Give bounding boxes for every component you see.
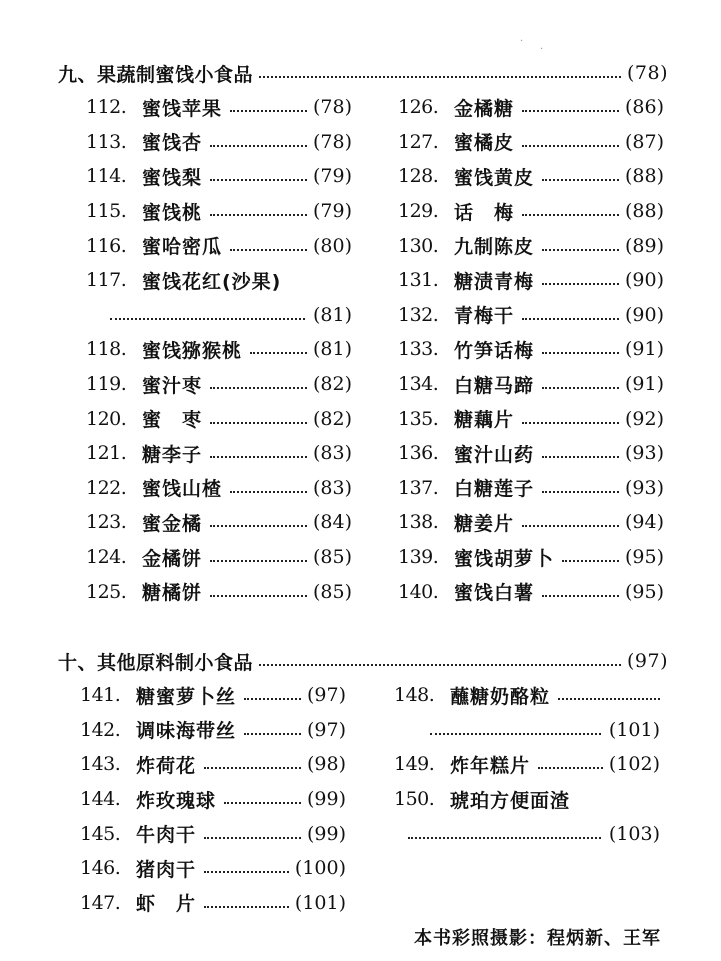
- entry-title: 炸玫瑰球: [136, 789, 217, 812]
- entry-number: 131.: [398, 269, 439, 292]
- entry-page: (81): [312, 338, 352, 361]
- entry-page: (85): [312, 580, 352, 603]
- entry-title: 牛肉干: [136, 824, 197, 847]
- entry-title: 蜜 枣: [142, 409, 203, 432]
- entry-page: (99): [306, 788, 346, 811]
- entry-number: 116.: [86, 234, 127, 257]
- entry-number: 141.: [80, 684, 121, 707]
- dot-leader: [542, 283, 619, 285]
- toc-entry: [80, 782, 346, 817]
- entry-page: (94): [624, 511, 664, 534]
- dot-leader: [259, 76, 621, 78]
- entry-title: 金橘糖: [454, 97, 515, 120]
- entry-number: 138.: [398, 511, 439, 534]
- dot-leader: [210, 387, 307, 389]
- scan-speck: ·: [520, 36, 524, 47]
- entry-page: (89): [624, 234, 664, 257]
- dot-leader: [408, 837, 601, 839]
- entry-number: 114.: [86, 165, 127, 188]
- entry-page: (90): [624, 303, 664, 326]
- entry-number: 128.: [398, 165, 439, 188]
- dot-leader: [210, 595, 307, 597]
- toc-entry: [398, 540, 664, 575]
- entry-title: 白糖莲子: [454, 478, 535, 501]
- entry-number: 121.: [86, 442, 127, 465]
- section-9-left-column: [86, 90, 352, 609]
- dot-leader: [542, 387, 619, 389]
- dot-leader: [430, 733, 601, 735]
- toc-entry: [398, 90, 664, 125]
- entry-page: (84): [312, 511, 352, 534]
- entry-page: (93): [624, 442, 664, 465]
- dot-leader: [230, 249, 307, 251]
- dot-leader: [542, 179, 619, 181]
- toc-entry: [80, 851, 346, 886]
- dot-leader: [542, 595, 619, 597]
- toc-entry: [398, 505, 664, 540]
- dot-leader: [244, 733, 301, 735]
- toc-entry: [86, 125, 352, 160]
- entry-title: 炸年糕片: [450, 754, 531, 777]
- dot-leader: [210, 179, 307, 181]
- entry-number: 119.: [86, 373, 127, 396]
- entry-page: (101): [294, 891, 346, 914]
- entry-number: 137.: [398, 476, 439, 499]
- toc-entry: [80, 678, 346, 713]
- dot-leader: [522, 318, 619, 320]
- toc-entry: [86, 263, 352, 298]
- entry-number: 122.: [86, 476, 127, 499]
- entry-number: 139.: [398, 546, 439, 569]
- entry-title: 蜜金橘: [142, 512, 203, 535]
- entry-title: 蜜饯花红(沙果): [142, 270, 282, 293]
- toc-entry: [80, 816, 346, 851]
- entry-number: 143.: [80, 753, 121, 776]
- entry-page: (78): [312, 96, 352, 119]
- toc-entry: [398, 125, 664, 160]
- toc-entry: [86, 228, 352, 263]
- entry-title: 蜜饯苹果: [142, 97, 223, 120]
- entry-title: 九制陈皮: [454, 236, 535, 259]
- dot-leader: [542, 491, 619, 493]
- dot-leader: [210, 560, 307, 562]
- dot-leader: [522, 110, 619, 112]
- entry-number: 134.: [398, 373, 439, 396]
- toc-entry: [398, 332, 664, 367]
- toc-entry: [86, 90, 352, 125]
- entry-title: 蜜汁山药: [454, 443, 535, 466]
- entry-number: 150.: [394, 788, 435, 811]
- entry-number: 129.: [398, 200, 439, 223]
- entry-number: 133.: [398, 338, 439, 361]
- entry-number: 144.: [80, 788, 121, 811]
- entry-page: (79): [312, 165, 352, 188]
- section-10-right-column: [394, 678, 660, 851]
- dot-leader: [230, 491, 307, 493]
- entry-title: 蜜饯桃: [142, 201, 203, 224]
- dot-leader: [244, 698, 301, 700]
- toc-entry: [394, 782, 660, 817]
- entry-title: 蜜饯胡萝卜: [454, 547, 555, 570]
- entry-page: (103): [608, 822, 660, 845]
- entry-page: (99): [306, 822, 346, 845]
- entry-title: 糖姜片: [454, 512, 515, 535]
- dot-leader: [204, 767, 301, 769]
- dot-leader: [538, 767, 603, 769]
- dot-leader: [210, 456, 307, 458]
- toc-entry: [86, 436, 352, 471]
- section-9-page: (78): [626, 62, 668, 84]
- dot-leader: [542, 456, 619, 458]
- entry-number: 136.: [398, 442, 439, 465]
- entry-title: 糖蜜萝卜丝: [136, 685, 237, 708]
- dot-leader: [259, 664, 621, 666]
- entry-page: (91): [624, 373, 664, 396]
- dot-leader: [204, 906, 289, 908]
- toc-entry: [80, 747, 346, 782]
- toc-entry: [398, 298, 664, 333]
- dot-leader: [522, 422, 619, 424]
- entry-number: 140.: [398, 580, 439, 603]
- toc-entry: [86, 401, 352, 436]
- toc-entry: [398, 401, 664, 436]
- entry-title: 糖渍青梅: [454, 270, 535, 293]
- dot-leader: [210, 525, 307, 527]
- entry-page: (93): [624, 476, 664, 499]
- entry-title: 糖李子: [142, 443, 203, 466]
- entry-number: 117.: [86, 269, 127, 292]
- toc-entry-continuation: [394, 713, 660, 748]
- dot-leader: [204, 871, 289, 873]
- toc-entry: [86, 332, 352, 367]
- toc-entry: [394, 747, 660, 782]
- entry-number: 135.: [398, 407, 439, 430]
- entry-page: (97): [306, 718, 346, 741]
- entry-title: 白糖马蹄: [454, 374, 535, 397]
- entry-number: 145.: [80, 822, 121, 845]
- entry-title: 蜜饯黄皮: [454, 166, 535, 189]
- toc-entry: [86, 367, 352, 402]
- toc-entry: [398, 263, 664, 298]
- entry-page: (98): [306, 753, 346, 776]
- entry-number: 118.: [86, 338, 127, 361]
- toc-entry: [86, 471, 352, 506]
- dot-leader: [522, 145, 619, 147]
- entry-page: (101): [608, 718, 660, 741]
- entry-title: 调味海带丝: [136, 720, 237, 743]
- section-9-title: 九、果蔬制蜜饯小食品: [58, 63, 254, 86]
- toc-entry: [398, 228, 664, 263]
- dot-leader: [558, 698, 660, 700]
- entry-number: 148.: [394, 684, 435, 707]
- section-10-title: 十、其他原料制小食品: [58, 651, 254, 674]
- entry-title: 琥珀方便面渣: [450, 789, 571, 812]
- toc-entry: [398, 159, 664, 194]
- entry-page: (80): [312, 234, 352, 257]
- entry-page: (86): [624, 96, 664, 119]
- entry-number: 113.: [86, 130, 127, 153]
- entry-number: 127.: [398, 130, 439, 153]
- toc-entry: [86, 540, 352, 575]
- entry-page: (92): [624, 407, 664, 430]
- dot-leader: [522, 525, 619, 527]
- section-10-heading: [58, 646, 668, 676]
- entry-title: 竹笋话梅: [454, 339, 535, 362]
- dot-leader: [522, 214, 619, 216]
- section-9-heading: [58, 58, 668, 88]
- entry-title: 蜜汁枣: [142, 374, 203, 397]
- entry-number: 146.: [80, 857, 121, 880]
- toc-entry: [80, 713, 346, 748]
- entry-title: 蘸糖奶酪粒: [450, 685, 551, 708]
- entry-title: 话 梅: [454, 201, 515, 224]
- entry-page: (95): [624, 546, 664, 569]
- dot-leader: [250, 352, 307, 354]
- entry-title: 蜜哈密瓜: [142, 236, 223, 259]
- entry-title: 蜜饯山楂: [142, 478, 223, 501]
- toc-entry: [80, 886, 346, 921]
- entry-title: 猪肉干: [136, 858, 197, 881]
- entry-page: (82): [312, 407, 352, 430]
- toc-entry: [398, 436, 664, 471]
- dot-leader: [204, 837, 301, 839]
- toc-entry: [398, 194, 664, 229]
- entry-title: 蜜饯杏: [142, 132, 203, 155]
- section-10-left-column: [80, 678, 346, 920]
- entry-number: 112.: [86, 96, 127, 119]
- entry-number: 123.: [86, 511, 127, 534]
- entry-page: (83): [312, 442, 352, 465]
- entry-page: (82): [312, 373, 352, 396]
- dot-leader: [542, 249, 619, 251]
- entry-page: (88): [624, 165, 664, 188]
- entry-number: 142.: [80, 718, 121, 741]
- dot-leader: [110, 318, 305, 320]
- entry-title: 蜜橘皮: [454, 132, 515, 155]
- entry-title: 炸荷花: [136, 754, 197, 777]
- dot-leader: [562, 560, 619, 562]
- entry-title: 虾 片: [136, 893, 197, 916]
- entry-title: 蜜饯梨: [142, 166, 203, 189]
- entry-page: (78): [312, 130, 352, 153]
- entry-title: 蜜饯猕猴桃: [142, 339, 243, 362]
- photo-credit: 本书彩照摄影：程炳新、王军: [414, 928, 661, 949]
- dot-leader: [224, 802, 301, 804]
- entry-page: (90): [624, 269, 664, 292]
- toc-entry: [398, 367, 664, 402]
- entry-page: (102): [608, 753, 660, 776]
- entry-number: 132.: [398, 303, 439, 326]
- entry-title: 蜜饯白薯: [454, 582, 535, 605]
- toc-entry: [398, 574, 664, 609]
- scan-speck: ·: [540, 44, 544, 55]
- entry-number: 126.: [398, 96, 439, 119]
- entry-page: (88): [624, 200, 664, 223]
- toc-entry-continuation: [86, 298, 352, 333]
- entry-page: (95): [624, 580, 664, 603]
- entry-page: (91): [624, 338, 664, 361]
- toc-entry: [86, 159, 352, 194]
- entry-page: (97): [306, 684, 346, 707]
- entry-title: 糖藕片: [454, 409, 515, 432]
- toc-entry: [86, 574, 352, 609]
- entry-page: (85): [312, 546, 352, 569]
- dot-leader: [210, 214, 307, 216]
- dot-leader: [230, 110, 307, 112]
- dot-leader: [210, 422, 307, 424]
- entry-number: 130.: [398, 234, 439, 257]
- entry-title: 金橘饼: [142, 547, 203, 570]
- entry-title: 糖橘饼: [142, 582, 203, 605]
- entry-number: 115.: [86, 200, 127, 223]
- section-9-right-column: [398, 90, 664, 609]
- entry-page: (79): [312, 200, 352, 223]
- entry-number: 149.: [394, 753, 435, 776]
- entry-page: (81): [312, 303, 352, 326]
- entry-page: (87): [624, 130, 664, 153]
- toc-entry: [394, 678, 660, 713]
- toc-entry: [398, 471, 664, 506]
- entry-page: (83): [312, 476, 352, 499]
- dot-leader: [542, 352, 619, 354]
- section-10-page: (97): [626, 650, 668, 672]
- entry-number: 124.: [86, 546, 127, 569]
- entry-number: 125.: [86, 580, 127, 603]
- entry-number: 120.: [86, 407, 127, 430]
- toc-entry-continuation: [394, 816, 660, 851]
- entry-title: 青梅干: [454, 305, 515, 328]
- toc-entry: [86, 505, 352, 540]
- entry-page: (100): [294, 857, 346, 880]
- toc-entry: [86, 194, 352, 229]
- dot-leader: [210, 145, 307, 147]
- entry-number: 147.: [80, 891, 121, 914]
